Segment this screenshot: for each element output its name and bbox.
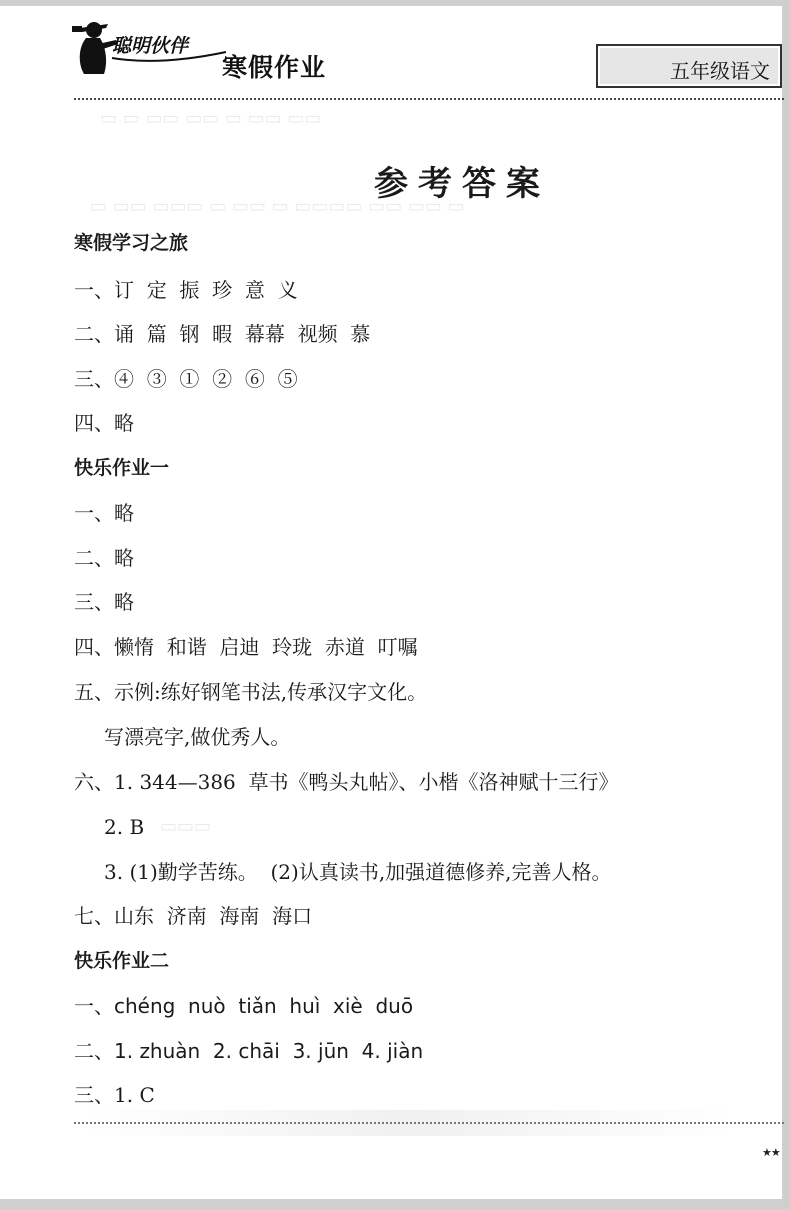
- answer-line: 二、诵 篇 钢 暇 幕幕 视频 慕: [74, 322, 371, 346]
- answer-line: 七、山东 济南 海南 海口: [74, 904, 313, 928]
- answer-line: 三、1. C: [74, 1083, 155, 1107]
- page-header: [0, 14, 790, 89]
- section-heading: 快乐作业一: [74, 457, 170, 479]
- footer-stars: ★★: [762, 1146, 780, 1159]
- footer-divider: [74, 1122, 784, 1124]
- section-heading: 寒假学习之旅: [74, 232, 189, 254]
- scholar-logo-icon: [68, 14, 228, 76]
- answer-line: 2. B: [104, 815, 145, 839]
- answer-line: 二、1. zhuàn 2. chāi 3. jūn 4. jiàn: [74, 1039, 424, 1063]
- grade-badge: [596, 44, 782, 88]
- answer-line: 五、示例:练好钢笔书法,传承汉字文化。: [74, 680, 428, 704]
- bleed-through: ▭ ▭ ▭▭ ▭▭ ▭ ▭▭ ▭▭: [100, 108, 322, 129]
- scan-border: [0, 0, 790, 6]
- header-title: 寒假作业: [222, 53, 327, 82]
- answer-line: 写漂亮字,做优秀人。: [104, 725, 291, 749]
- answer-line: 三、略: [74, 590, 134, 614]
- header-divider: [74, 98, 784, 100]
- answer-line: 3. (1)勤学苦练。 (2)认真读书,加强道德修养,完善人格。: [104, 860, 612, 884]
- logo-text: 聪明伙伴: [112, 35, 189, 57]
- grade-label: 五年级语文: [670, 59, 770, 83]
- answer-line: 二、略: [74, 546, 134, 570]
- section-heading: 快乐作业二: [74, 950, 170, 972]
- answer-line: 四、略: [74, 411, 134, 435]
- answer-line: 一、略: [74, 501, 134, 525]
- bleed-through: ▭▭▭: [160, 816, 212, 837]
- answer-line: 四、懒惰 和谐 启迪 玲珑 赤道 叮嘱: [74, 635, 418, 659]
- bleed-through: ▭ ▭▭ ▭▭▭ ▭ ▭▭ ▭ ▭▭▭▭ ▭▭ ▭▭ ▭: [90, 196, 465, 217]
- answer-line: 一、订 定 振 珍 意 义: [74, 278, 298, 302]
- page-title: 参考答案: [374, 164, 550, 204]
- answer-line: 三、④ ③ ① ② ⑥ ⑤: [74, 367, 298, 391]
- answer-line: 一、chéng nuò tiǎn huì xiè duō: [74, 994, 414, 1018]
- answer-line: 六、1. 344—386 草书《鸭头丸帖》、小楷《洛神赋十三行》: [74, 770, 619, 794]
